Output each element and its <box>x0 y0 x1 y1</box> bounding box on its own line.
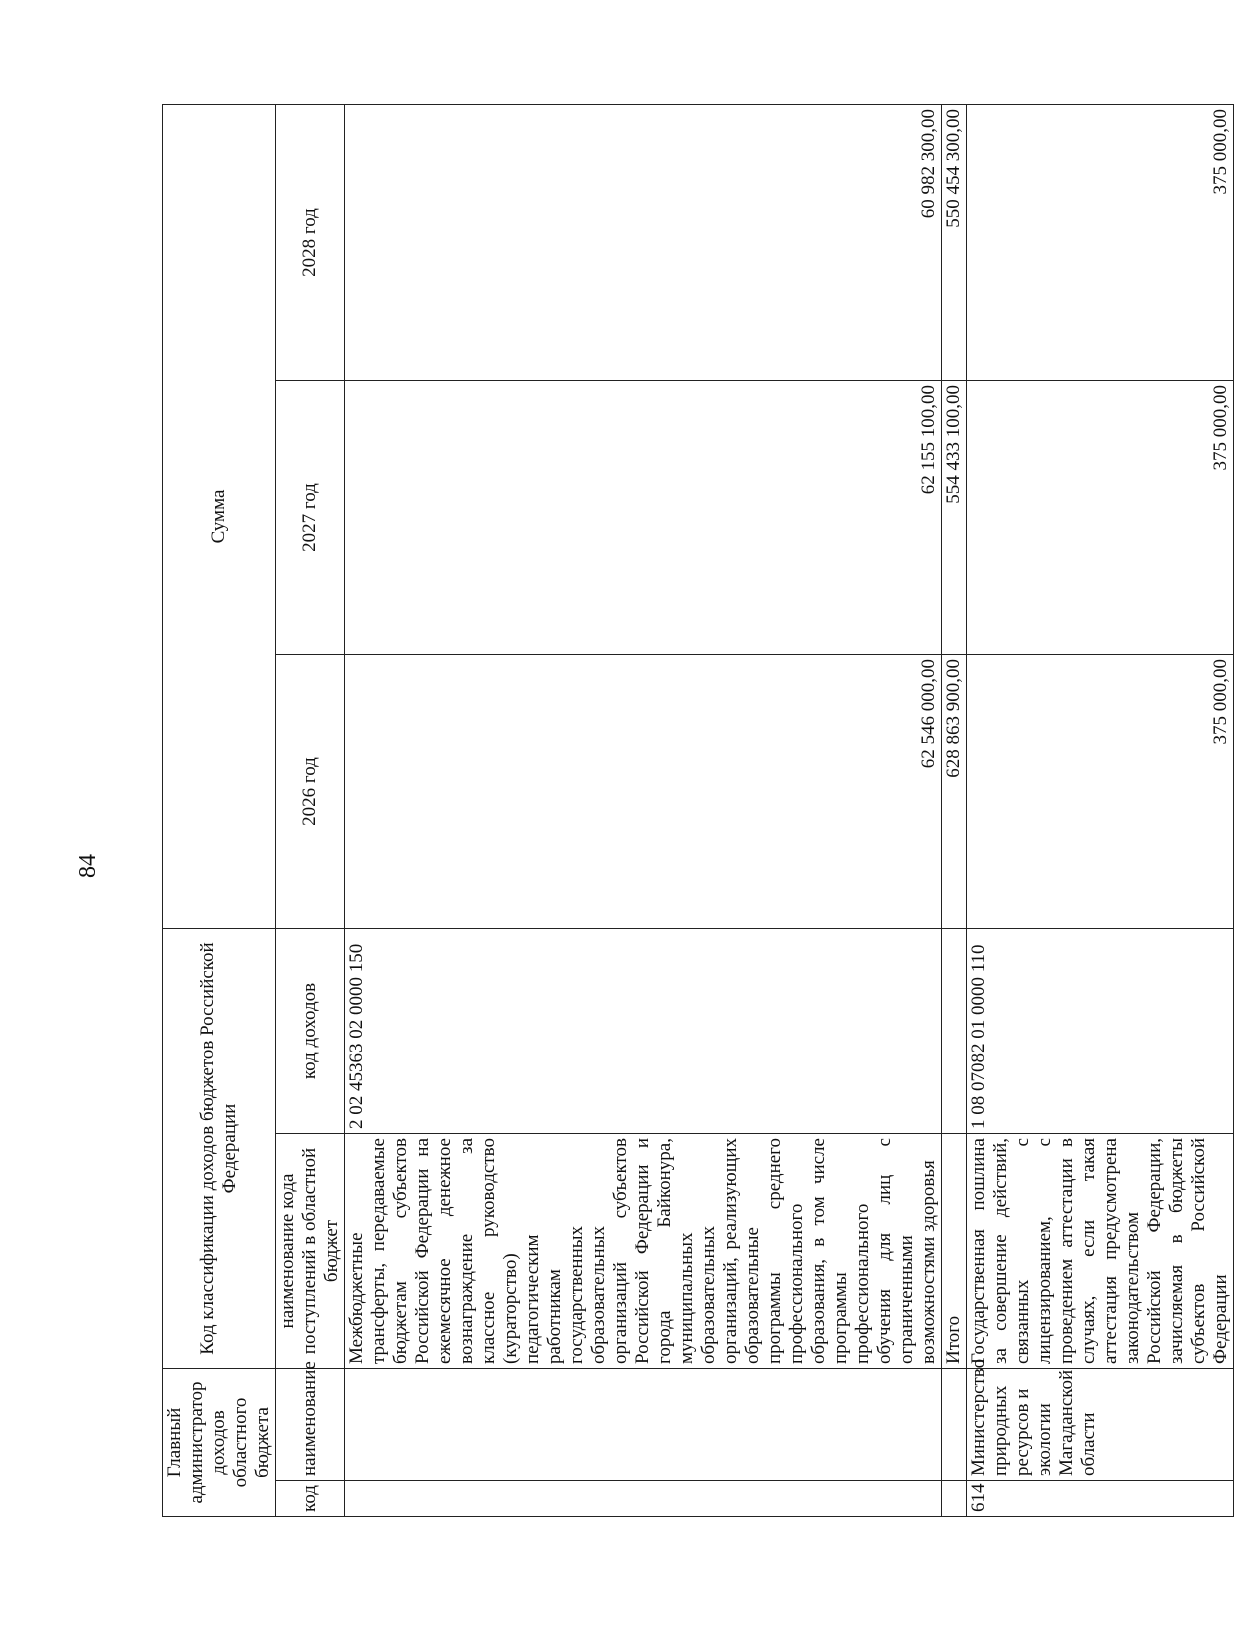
sum-group-header: Сумма <box>163 105 276 929</box>
row-code <box>942 1481 967 1517</box>
col-admin-name-header: наименование <box>276 1369 345 1481</box>
total-amount-2026: 628 863 900,00 <box>942 655 967 929</box>
page-number: 84 <box>75 854 101 878</box>
total-amount-2028: 550 454 300,00 <box>942 105 967 381</box>
total-label: Итого <box>942 1134 967 1369</box>
col-2028-header: 2028 год <box>276 105 345 381</box>
classification-group-header: Код классификации доходов бюджетов Российской Федерации <box>163 929 276 1369</box>
col-2027-header: 2027 год <box>276 381 345 655</box>
row-code <box>345 1481 942 1517</box>
col-income-name-header: наименование кода поступлений в областной бюджет <box>276 1134 345 1369</box>
row-admin-name <box>345 1369 942 1481</box>
row-amount-2026: 62 546 000,00 <box>345 655 942 929</box>
row-income-name: Государственная пошлина за совершение действий, связанных с лицензированием, с проведением аттестации в случаях, если такая аттестация предусмотрена законодательством Российской Федерации, зачисляемая в бюджеты субъектов Российской Федерации <box>967 1134 1234 1369</box>
header-row-groups <box>163 105 276 1517</box>
header-row-columns <box>276 105 345 1517</box>
row-admin-name: Министерство природных ресурсов и экологии Магаданской области <box>967 1369 1234 1481</box>
col-code-header: код <box>276 1481 345 1517</box>
row-income-code: 1 08 07082 01 0000 110 <box>967 929 1234 1134</box>
row-income-code <box>942 929 967 1134</box>
row-income-name: Межбюджетные трансферты, передаваемые бюджетам субъектов Российской Федерации на ежемесячное денежное вознаграждение за классное руководство (кураторство) педагогическим работникам государственных образовательных организаций субъектов Российской Федерации и города Байконура, муниципальных образовательных организаций, реализующих образовательные программы среднего профессионального образования, в том числе программы профессионального обучения для лиц с ограниченными возможностями здоровья <box>345 1134 942 1369</box>
total-row <box>942 105 967 1517</box>
admin-group-header: Главный администратор доходов областного бюджета <box>163 1369 276 1517</box>
row-amount-2027: 62 155 100,00 <box>345 381 942 655</box>
row-code: 614 <box>967 1481 1234 1517</box>
table-row <box>967 105 1234 1517</box>
revenue-table <box>162 104 1234 1517</box>
total-amount-2027: 554 433 100,00 <box>942 381 967 655</box>
row-amount-2028: 60 982 300,00 <box>345 105 942 381</box>
row-amount-2027: 375 000,00 <box>967 381 1234 655</box>
row-amount-2026: 375 000,00 <box>967 655 1234 929</box>
col-2026-header: 2026 год <box>276 655 345 929</box>
col-income-code-header: код доходов <box>276 929 345 1134</box>
table-row <box>345 105 942 1517</box>
row-admin-name <box>942 1369 967 1481</box>
document-sheet <box>162 105 1231 1517</box>
row-income-code: 2 02 45363 02 0000 150 <box>345 929 942 1134</box>
row-amount-2028: 375 000,00 <box>967 105 1234 381</box>
